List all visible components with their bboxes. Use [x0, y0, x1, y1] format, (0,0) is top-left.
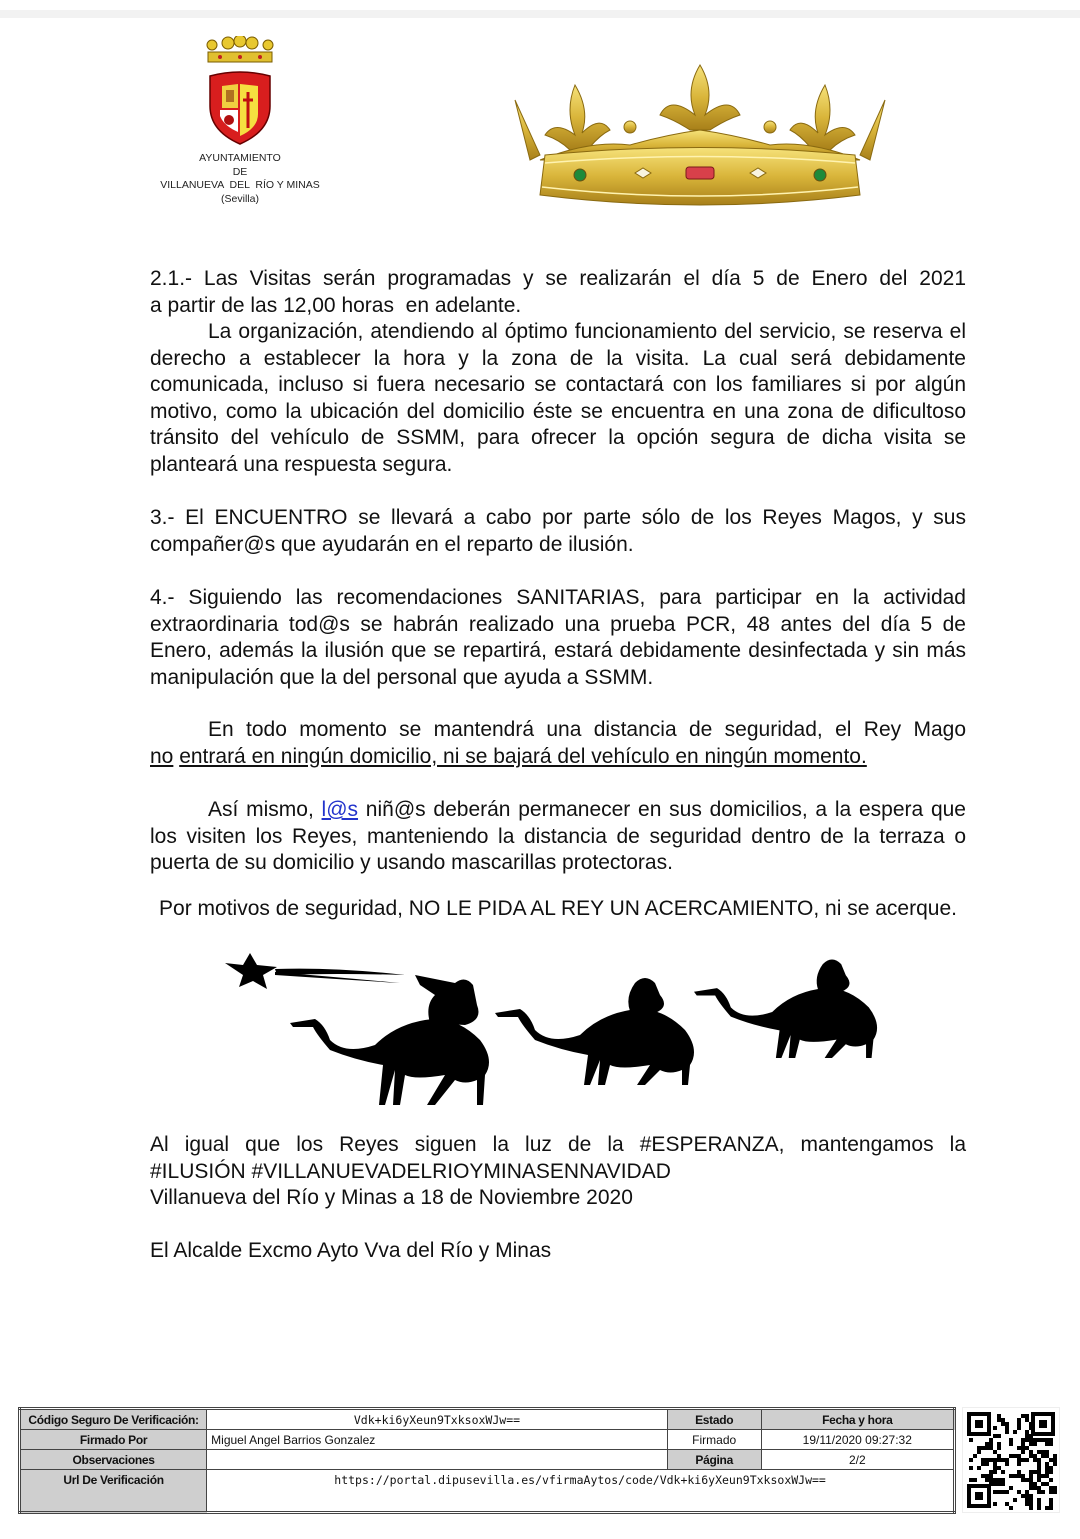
qr-module [1025, 1490, 1029, 1494]
section-2-1-paragraph: La organización, atendiendo al óptimo funcionamiento del servicio, se reserva el derecho a establecer la hora y la zona de la visita. La cual será debidamente comunicada, incluso si fuera necesario se contactará con los familiares si por algún motivo, como la ubicación del domicilio éste se encuentra en una zona de dificultoso tránsito del vehículo de SSMM, para ofrecer la opción segura de dicha visita se planteará una respuesta segura. [150, 320, 966, 476]
signature: El Alcalde Excmo Ayto Vva del Río y Minas [150, 1239, 552, 1262]
qr-module [1045, 1466, 1049, 1470]
table-row [20, 1450, 955, 1470]
qr-module [1037, 1462, 1041, 1466]
qr-module [1021, 1474, 1025, 1478]
firmado-por-value: Miguel Angel Barrios Gonzalez [207, 1430, 668, 1450]
asi-rest: niñ@s deberán permanecer en sus domicilios, a la espera que los visiten los Reyes, manteniendo la distancia de seguridad dentro de la terraza o puerta de su domicilio y usando mascarillas protectoras. [150, 798, 966, 874]
warning-text: Por motivos de seguridad, NO LE PIDA AL REY UN ACERCAMIENTO, ni se acerque. [159, 897, 957, 920]
url-label: Url De Verificación [20, 1470, 207, 1513]
qr-module [1033, 1442, 1037, 1446]
qr-module [1029, 1434, 1033, 1438]
qr-module [1001, 1478, 1005, 1482]
qr-module [989, 1474, 993, 1478]
qr-module [997, 1454, 1001, 1458]
qr-module [977, 1450, 981, 1454]
qr-code-icon [965, 1410, 1057, 1510]
asi-mismo-paragraph [150, 797, 966, 877]
qr-module [1025, 1446, 1029, 1450]
qr-module [985, 1478, 989, 1482]
qr-module [1037, 1450, 1041, 1454]
qr-module [969, 1478, 973, 1482]
qr-module [997, 1434, 1001, 1438]
qr-module [1009, 1438, 1013, 1442]
qr-module [1009, 1474, 1013, 1478]
qr-module [989, 1442, 993, 1446]
qr-module [981, 1458, 985, 1462]
qr-module [981, 1474, 985, 1478]
qr-module [997, 1478, 1001, 1482]
qr-module [993, 1470, 997, 1474]
distance-underlined-no: no [150, 744, 174, 768]
qr-module [1005, 1490, 1009, 1494]
qr-module [1033, 1454, 1037, 1458]
qr-module [1013, 1498, 1017, 1502]
csv-label: Código Seguro De Verificación: [20, 1409, 207, 1430]
qr-module [1029, 1454, 1033, 1458]
qr-module [1017, 1422, 1021, 1426]
qr-module [1041, 1482, 1045, 1486]
qr-module [969, 1458, 973, 1462]
qr-module [1053, 1490, 1057, 1494]
qr-module [1025, 1418, 1029, 1422]
qr-module [993, 1490, 997, 1494]
qr-module [1013, 1474, 1017, 1478]
qr-module [1033, 1438, 1037, 1442]
qr-module [969, 1438, 973, 1442]
qr-module [969, 1466, 973, 1470]
qr-module [1049, 1502, 1053, 1506]
fecha-label: Fecha y hora [761, 1409, 954, 1430]
distance-line-1: En todo momento se mantendrá una distancia de seguridad, el Rey Mago [208, 718, 966, 741]
section-4: 4.- Siguiendo las recomendaciones SANITARIAS, para participar en la actividad extraordinaria tod@s se habrán realizado una prueba PCR, 48 antes del día 5 de Enero, además la ilusión que se repartirá, estará debidamente desinfectada y sin más manipulación que la del personal que ayuda a SSMM. [150, 586, 966, 689]
qr-module [1029, 1482, 1033, 1486]
qr-module [1045, 1470, 1049, 1474]
qr-module [993, 1478, 997, 1482]
qr-module [989, 1482, 993, 1486]
qr-module [1017, 1470, 1021, 1474]
qr-module [1029, 1422, 1033, 1426]
qr-module [1053, 1458, 1057, 1462]
qr-module [1037, 1438, 1041, 1442]
qr-module [993, 1482, 997, 1486]
qr-module [1017, 1446, 1021, 1450]
qr-module [997, 1418, 1001, 1422]
qr-module [1037, 1458, 1041, 1462]
qr-module [1025, 1438, 1029, 1442]
qr-module [1041, 1490, 1045, 1494]
qr-module [1045, 1482, 1049, 1486]
qr-module [1005, 1422, 1009, 1426]
qr-module [1041, 1474, 1045, 1478]
qr-module [1053, 1462, 1057, 1466]
qr-module [997, 1414, 1001, 1418]
qr-module [1049, 1438, 1053, 1442]
qr-module [1017, 1474, 1021, 1478]
municipal-logo [150, 36, 330, 206]
qr-module [1033, 1486, 1037, 1490]
qr-module [989, 1478, 993, 1482]
qr-module [1029, 1474, 1033, 1478]
qr-module [1021, 1478, 1025, 1482]
org-line-4: (Sevilla) [221, 192, 259, 205]
qr-module [1045, 1442, 1049, 1446]
qr-module [1037, 1466, 1041, 1470]
qr-module [1017, 1418, 1021, 1422]
qr-module [989, 1470, 993, 1474]
org-line-1: AYUNTAMIENTO [199, 152, 281, 164]
qr-module [989, 1458, 993, 1462]
qr-module [1029, 1506, 1033, 1510]
section-2-1-line-2: a partir de las 12,00 horas en adelante. [150, 293, 522, 317]
qr-module [981, 1462, 985, 1466]
qr-module [1037, 1506, 1041, 1510]
qr-module [1049, 1506, 1053, 1510]
table-row [20, 1470, 955, 1513]
las-link[interactable]: l@s [321, 798, 359, 821]
verification-table [18, 1407, 956, 1514]
qr-module [1025, 1434, 1029, 1438]
qr-module [1029, 1450, 1033, 1454]
camels-silhouette-icon [215, 945, 895, 1115]
qr-module [977, 1466, 981, 1470]
qr-module [1021, 1442, 1025, 1446]
qr-module [1005, 1462, 1009, 1466]
qr-module [1001, 1482, 1005, 1486]
qr-module [1049, 1498, 1053, 1502]
qr-module [973, 1478, 977, 1482]
qr-module [1001, 1490, 1005, 1494]
qr-module [1017, 1458, 1021, 1462]
qr-module [997, 1458, 1001, 1462]
closing-line-1: Al igual que los Reyes siguen la luz de la #ESPERANZA, mantengamos la [150, 1133, 966, 1156]
qr-module [1001, 1470, 1005, 1474]
three-kings-image [215, 945, 895, 1120]
distance-paragraph [150, 717, 966, 770]
qr-module [985, 1446, 989, 1450]
qr-module [1045, 1450, 1049, 1454]
distance-line-2 [150, 744, 966, 771]
pagina-value: 2/2 [761, 1450, 954, 1470]
qr-module [1029, 1486, 1033, 1490]
qr-module [1021, 1438, 1025, 1442]
qr-module [1029, 1478, 1033, 1482]
qr-module [985, 1462, 989, 1466]
qr-module [997, 1446, 1001, 1450]
top-bar [0, 10, 1080, 18]
qr-module [1033, 1458, 1037, 1462]
qr-module [1013, 1430, 1017, 1434]
qr-module [1053, 1454, 1057, 1458]
qr-module [1021, 1446, 1025, 1450]
closing-block [150, 1132, 966, 1212]
qr-module [997, 1466, 1001, 1470]
qr-module [1025, 1458, 1029, 1462]
qr-module [1029, 1502, 1033, 1506]
qr-module [993, 1450, 997, 1454]
qr-module [1025, 1498, 1029, 1502]
qr-module [1001, 1458, 1005, 1462]
qr-module [993, 1426, 997, 1430]
qr-module [1045, 1462, 1049, 1466]
qr-module [989, 1446, 993, 1450]
qr-module [1005, 1430, 1009, 1434]
qr-module [1029, 1470, 1033, 1474]
coat-of-arms-icon [202, 36, 278, 146]
qr-module [985, 1474, 989, 1478]
qr-module [1009, 1442, 1013, 1446]
qr-module [1021, 1494, 1025, 1498]
qr-module [1037, 1474, 1041, 1478]
qr-module [1017, 1454, 1021, 1458]
section-3: 3.- El ENCUENTRO se llevará a cabo por parte sólo de los Reyes Magos, y sus compañer@s que ayudarán en el reparto de ilusión. [150, 506, 966, 556]
qr-module [1037, 1498, 1041, 1502]
qr-module [1041, 1450, 1045, 1454]
qr-module [993, 1462, 997, 1466]
qr-module [1017, 1490, 1021, 1494]
qr-module [1037, 1478, 1041, 1482]
qr-module [997, 1490, 1001, 1494]
closing-line-2: #ILUSIÓN #VILLANUEVADELRIOYMINASENNAVIDAD [150, 1159, 671, 1183]
asi-prefix: Así mismo, [208, 798, 322, 821]
fecha-value: 19/11/2020 09:27:32 [761, 1430, 954, 1450]
qr-module [1005, 1502, 1009, 1506]
qr-module [1029, 1494, 1033, 1498]
qr-module [977, 1446, 981, 1450]
qr-module [1001, 1418, 1005, 1422]
observaciones-value [207, 1450, 668, 1470]
qr-module [1009, 1486, 1013, 1490]
org-line-2: DE [232, 165, 248, 178]
table-row [20, 1430, 955, 1450]
qr-module [1045, 1474, 1049, 1478]
qr-module [1025, 1502, 1029, 1506]
qr-module [993, 1502, 997, 1506]
qr-module [993, 1434, 997, 1438]
qr-module [1009, 1506, 1013, 1510]
qr-module [1033, 1482, 1037, 1486]
section-2-1-line-1: 2.1.- Las Visitas serán programadas y se realizarán el día 5 de Enero del 2021 [150, 267, 966, 290]
qr-module [1045, 1438, 1049, 1442]
qr-module [1029, 1426, 1033, 1430]
qr-module [1005, 1426, 1009, 1430]
qr-module [1021, 1458, 1025, 1462]
qr-module [1029, 1438, 1033, 1442]
qr-module [1029, 1498, 1033, 1502]
estado-value: Firmado [667, 1430, 761, 1450]
qr-module [981, 1446, 985, 1450]
qr-module [993, 1466, 997, 1470]
qr-module [1045, 1506, 1049, 1510]
firmado-por-label: Firmado Por [20, 1430, 207, 1450]
qr-module [989, 1438, 993, 1442]
qr-module [1049, 1458, 1053, 1462]
qr-module [1037, 1502, 1041, 1506]
qr-module [1033, 1470, 1037, 1474]
qr-module [1041, 1438, 1045, 1442]
observaciones-label: Observaciones [20, 1450, 207, 1470]
qr-module [1045, 1454, 1049, 1458]
qr-module [1049, 1478, 1053, 1482]
qr-module [1025, 1478, 1029, 1482]
table-row [20, 1409, 955, 1430]
qr-module [1049, 1466, 1053, 1470]
qr-module [973, 1454, 977, 1458]
qr-module [1001, 1422, 1005, 1426]
qr-module [1017, 1426, 1021, 1430]
qr-module [1053, 1486, 1057, 1490]
qr-module [1049, 1486, 1053, 1490]
section-2-1 [150, 266, 966, 478]
qr-module [1037, 1470, 1041, 1474]
qr-module [1037, 1486, 1041, 1490]
qr-module [997, 1442, 1001, 1446]
distance-underlined-text: entrará en ningún domicilio, ni se bajará del vehículo en ningún momento. [179, 744, 867, 768]
qr-module [1049, 1470, 1053, 1474]
crown-image [500, 55, 900, 220]
qr-module [997, 1482, 1001, 1486]
qr-module [993, 1458, 997, 1462]
url-value[interactable]: https://portal.dipusevilla.es/vfirmaAytos/code/Vdk+ki6yXeun9TxksoxWJw== [207, 1470, 955, 1513]
qr-module [1009, 1454, 1013, 1458]
qr-module [1025, 1414, 1029, 1418]
qr-module [1021, 1414, 1025, 1418]
qr-module [1041, 1454, 1045, 1458]
estado-label: Estado [667, 1409, 761, 1430]
place-date: Villanueva del Río y Minas a 18 de Noviembre 2020 [150, 1186, 633, 1209]
qr-module [1025, 1494, 1029, 1498]
csv-value: Vdk+ki6yXeun9TxksoxWJw== [207, 1409, 668, 1430]
qr-code [962, 1407, 1060, 1513]
qr-module [1049, 1442, 1053, 1446]
qr-module [1037, 1490, 1041, 1494]
qr-module [1025, 1430, 1029, 1434]
qr-module [1013, 1454, 1017, 1458]
qr-module [1029, 1442, 1033, 1446]
qr-module [1017, 1462, 1021, 1466]
qr-module [1021, 1450, 1025, 1454]
crown-icon [500, 55, 900, 215]
qr-module [1005, 1458, 1009, 1462]
qr-module [985, 1442, 989, 1446]
qr-module [985, 1458, 989, 1462]
qr-module [1049, 1490, 1053, 1494]
pagina-label: Página [667, 1450, 761, 1470]
org-line-3: VILLANUEVA DEL RÍO Y MINAS [160, 179, 320, 191]
